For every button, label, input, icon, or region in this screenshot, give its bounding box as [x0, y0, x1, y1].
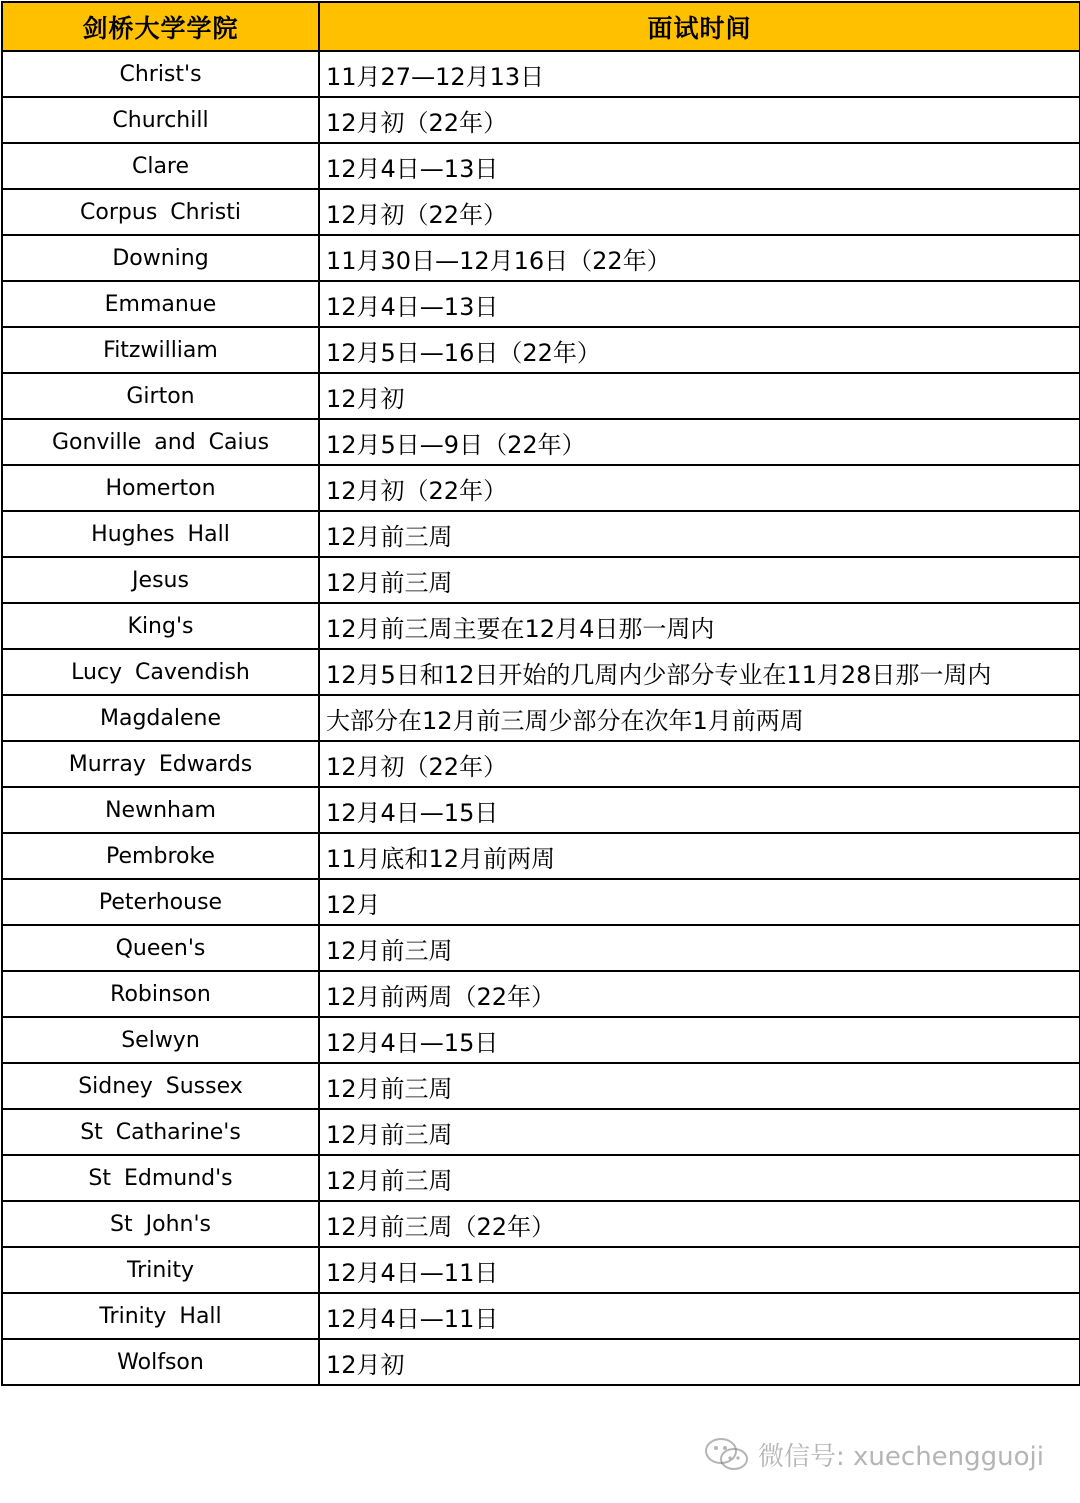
college-name: Girton: [2, 373, 319, 419]
college-name: Jesus: [2, 557, 319, 603]
college-name: St Edmund's: [2, 1155, 319, 1201]
college-name: Queen's: [2, 925, 319, 971]
interview-time: 12月5日和12日开始的几周内少部分专业在11月28日那一周内: [319, 649, 1080, 695]
table-row: [2, 1293, 1080, 1339]
college-name: Gonville and Caius: [2, 419, 319, 465]
interview-time: 12月前两周（22年）: [319, 971, 1080, 1017]
interview-time: 12月4日—15日: [319, 787, 1080, 833]
college-name: Lucy Cavendish: [2, 649, 319, 695]
college-name: Murray Edwards: [2, 741, 319, 787]
interview-time: 12月初（22年）: [319, 97, 1080, 143]
college-name: Emmanue: [2, 281, 319, 327]
table-row: [2, 143, 1080, 189]
college-name: Corpus Christi: [2, 189, 319, 235]
table-row: [2, 833, 1080, 879]
interview-time: 12月前三周: [319, 1063, 1080, 1109]
interview-time: 12月前三周: [319, 1155, 1080, 1201]
table-row: [2, 97, 1080, 143]
college-name: Magdalene: [2, 695, 319, 741]
table-row: [2, 925, 1080, 971]
college-name: Selwyn: [2, 1017, 319, 1063]
college-name: Hughes Hall: [2, 511, 319, 557]
college-name: Trinity Hall: [2, 1293, 319, 1339]
interview-time: 12月4日—13日: [319, 281, 1080, 327]
college-name: Homerton: [2, 465, 319, 511]
college-name: King's: [2, 603, 319, 649]
table-row: [2, 373, 1080, 419]
interview-time: 12月前三周（22年）: [319, 1201, 1080, 1247]
table-row: [2, 695, 1080, 741]
table-row: [2, 235, 1080, 281]
header-college: 剑桥大学学院: [2, 2, 319, 51]
table-row: [2, 1063, 1080, 1109]
college-name: Pembroke: [2, 833, 319, 879]
college-name: Wolfson: [2, 1339, 319, 1385]
wechat-icon: [704, 1437, 750, 1473]
interview-time: 11月底和12月前两周: [319, 833, 1080, 879]
college-name: Downing: [2, 235, 319, 281]
college-name: Newnham: [2, 787, 319, 833]
interview-time: 12月初（22年）: [319, 189, 1080, 235]
interview-time: 12月4日—13日: [319, 143, 1080, 189]
table-row: [2, 741, 1080, 787]
interview-time: 12月前三周: [319, 557, 1080, 603]
table-row: [2, 971, 1080, 1017]
interview-time: 11月27—12月13日: [319, 51, 1080, 97]
interview-time: 12月: [319, 879, 1080, 925]
college-name: St Catharine's: [2, 1109, 319, 1155]
college-name: Peterhouse: [2, 879, 319, 925]
table-row: [2, 465, 1080, 511]
interview-time: 12月4日—11日: [319, 1247, 1080, 1293]
table-row: [2, 51, 1080, 97]
college-name: Trinity: [2, 1247, 319, 1293]
table-row: [2, 879, 1080, 925]
interview-time: 12月前三周: [319, 1109, 1080, 1155]
interview-time: 12月前三周: [319, 925, 1080, 971]
interview-time: 12月前三周: [319, 511, 1080, 557]
interview-time: 12月4日—15日: [319, 1017, 1080, 1063]
college-name: Churchill: [2, 97, 319, 143]
interview-time: 12月前三周主要在12月4日那一周内: [319, 603, 1080, 649]
college-name: Christ's: [2, 51, 319, 97]
table-row: [2, 1109, 1080, 1155]
table-row: [2, 1155, 1080, 1201]
table-row: [2, 1201, 1080, 1247]
header-row: [2, 2, 1080, 51]
table-row: [2, 787, 1080, 833]
interview-time: 12月初: [319, 373, 1080, 419]
interview-time: 12月初: [319, 1339, 1080, 1385]
header-interview-time: 面试时间: [319, 2, 1080, 51]
interview-time: 12月5日—9日（22年）: [319, 419, 1080, 465]
interview-time: 12月5日—16日（22年）: [319, 327, 1080, 373]
watermark-text: 微信号: xuechengguoji: [758, 1442, 1044, 1472]
interview-time: 12月初（22年）: [319, 741, 1080, 787]
table-row: [2, 327, 1080, 373]
interview-time: 11月30日—12月16日（22年）: [319, 235, 1080, 281]
interview-time: 12月4日—11日: [319, 1293, 1080, 1339]
college-name: Sidney Sussex: [2, 1063, 319, 1109]
college-name: Clare: [2, 143, 319, 189]
college-name: Robinson: [2, 971, 319, 1017]
interview-schedule-table: [1, 1, 1080, 1386]
table-row: [2, 1017, 1080, 1063]
table-row: [2, 603, 1080, 649]
table-row: [2, 649, 1080, 695]
wechat-watermark: [704, 1436, 1044, 1473]
table-row: [2, 1339, 1080, 1385]
table-row: [2, 281, 1080, 327]
interview-time: 12月初（22年）: [319, 465, 1080, 511]
table-row: [2, 189, 1080, 235]
table-row: [2, 511, 1080, 557]
table-row: [2, 419, 1080, 465]
table-row: [2, 1247, 1080, 1293]
college-name: St John's: [2, 1201, 319, 1247]
college-name: Fitzwilliam: [2, 327, 319, 373]
table-row: [2, 557, 1080, 603]
interview-time: 大部分在12月前三周少部分在次年1月前两周: [319, 695, 1080, 741]
